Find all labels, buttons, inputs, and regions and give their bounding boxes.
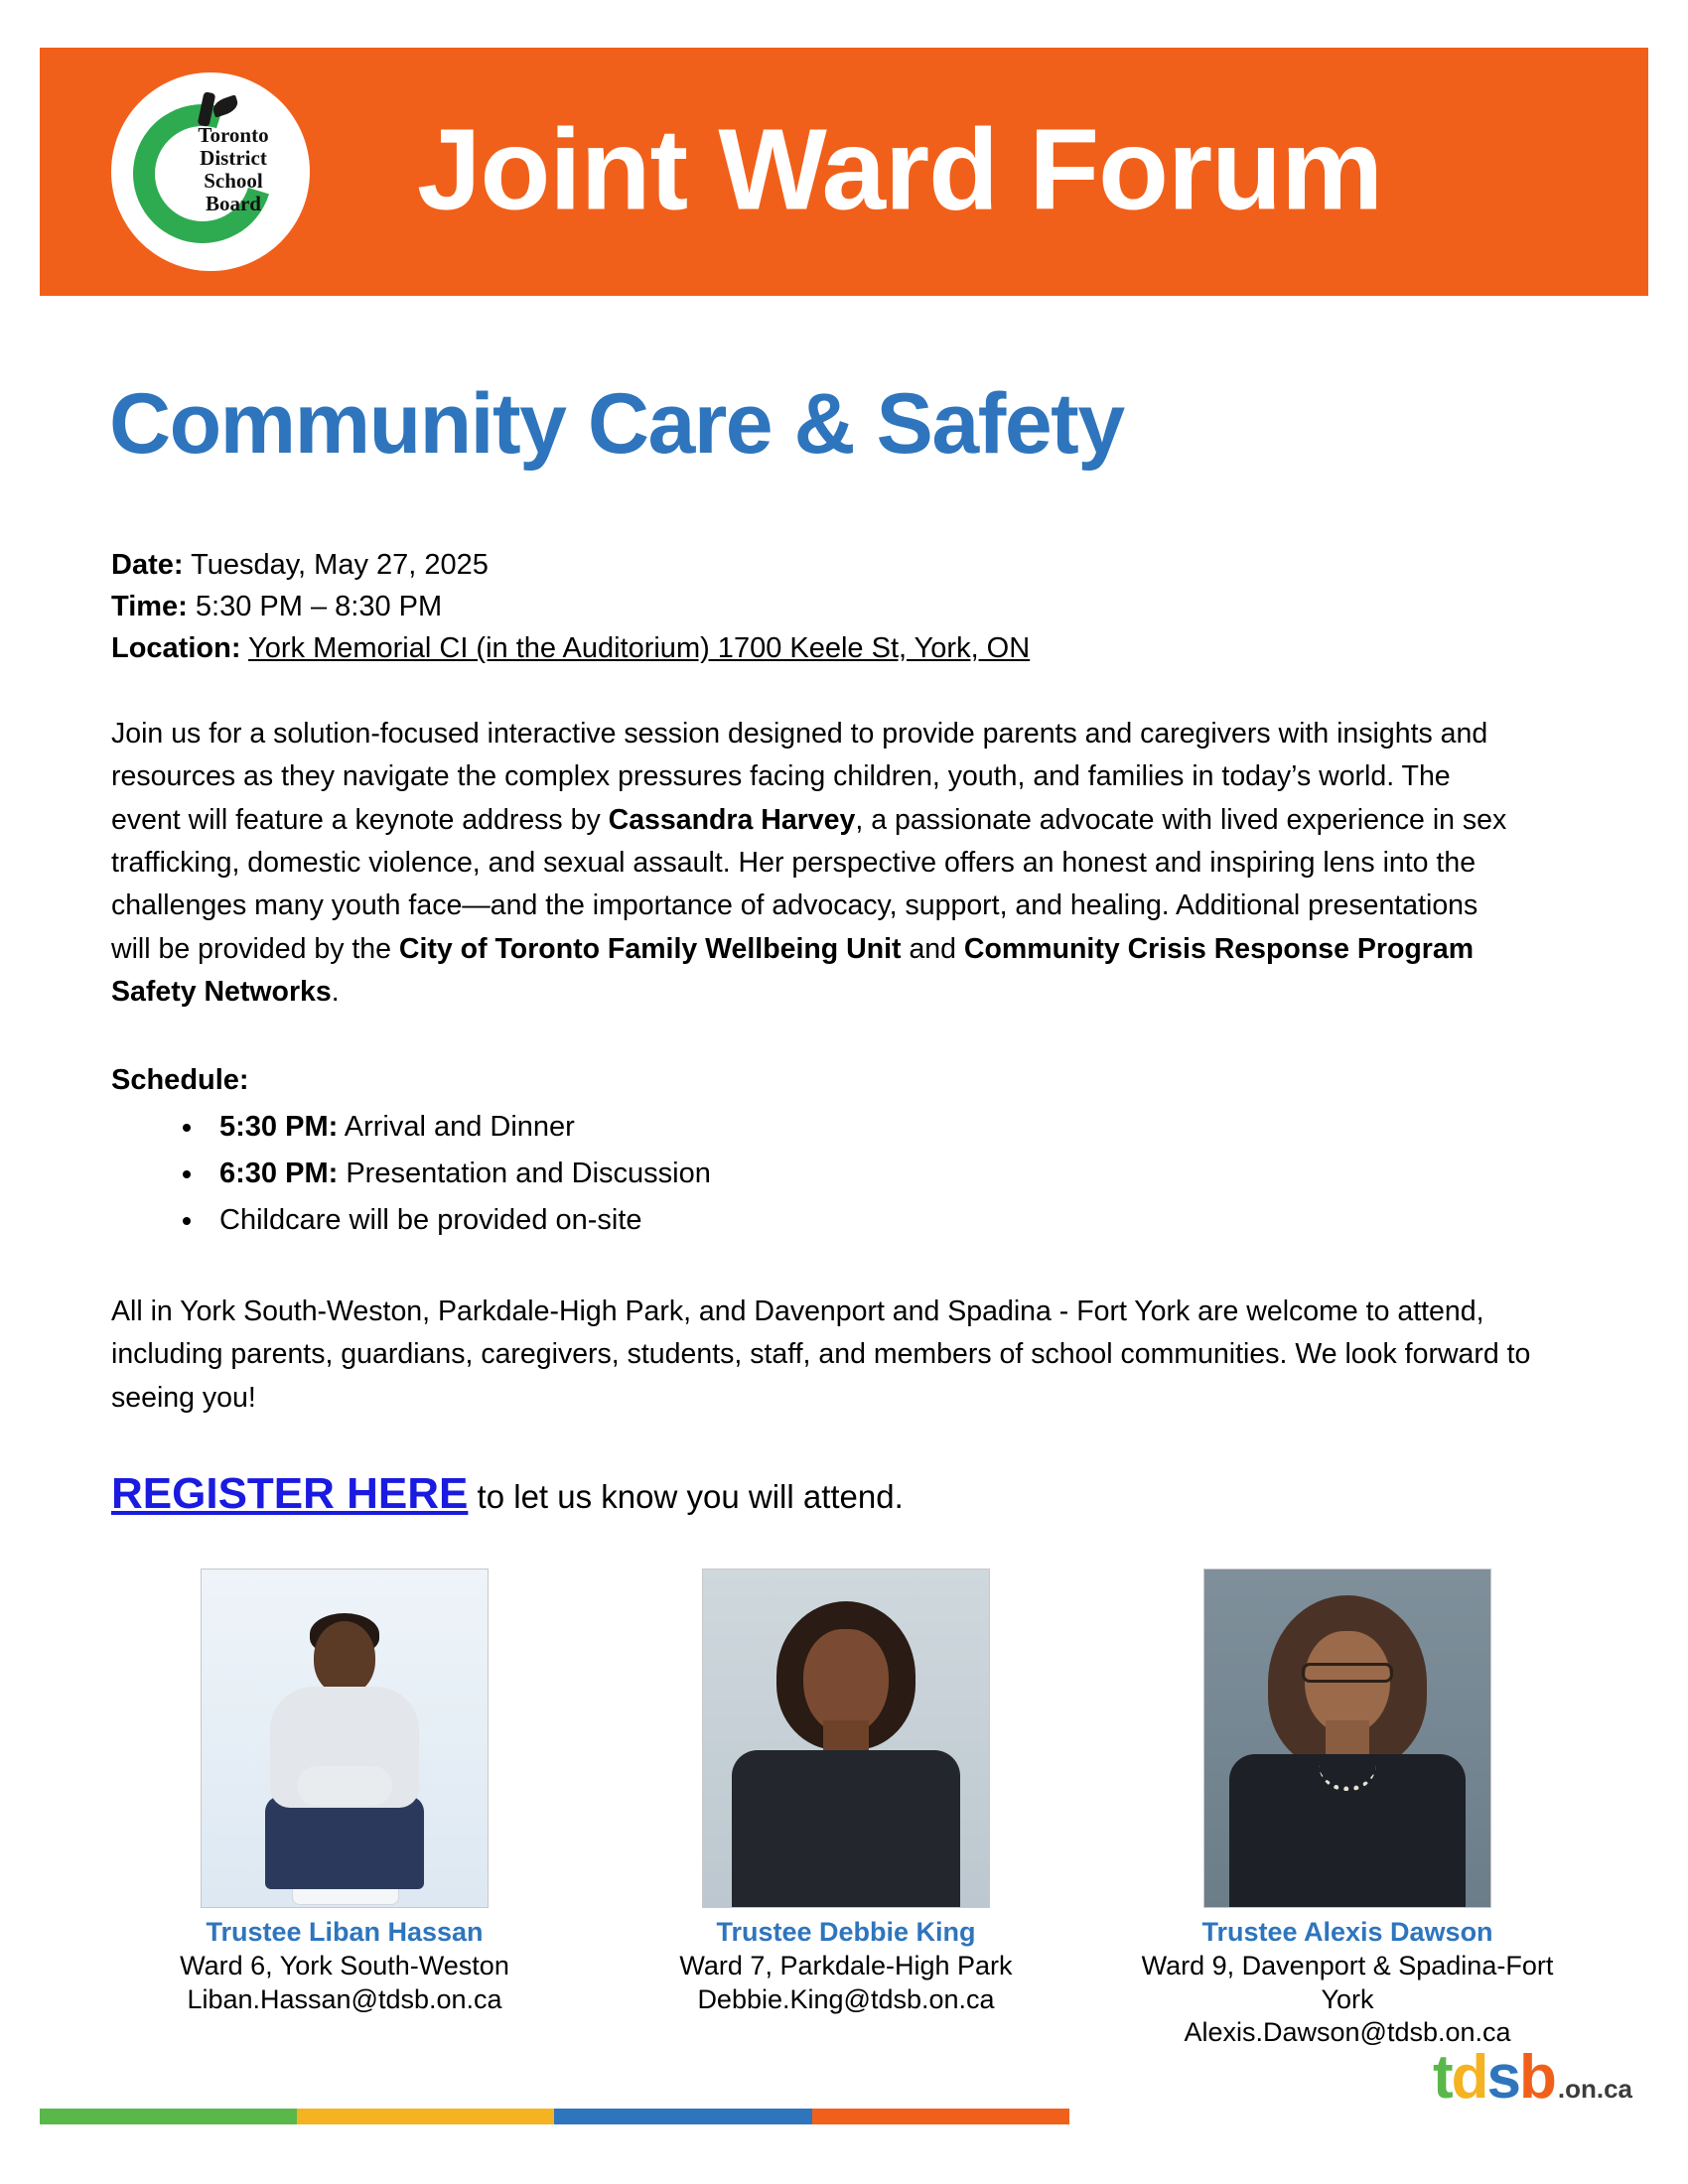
description-paragraph xyxy=(111,713,1521,1014)
logo-graphic xyxy=(127,88,294,255)
trustee-ward: Ward 7, Parkdale-High Park xyxy=(679,1950,1013,1980)
time-value: 5:30 PM – 8:30 PM xyxy=(195,591,443,623)
schedule-item xyxy=(206,1104,711,1151)
trustee-ward: Ward 6, York South-Weston xyxy=(180,1950,509,1980)
logo-letter-b: b xyxy=(1518,2043,1555,2112)
trustee-photo xyxy=(702,1569,990,1908)
schedule-item-text: Childcare will be provided on-site xyxy=(219,1203,642,1236)
trustee-name: Trustee Debbie King xyxy=(716,1917,976,1947)
trustee-email[interactable]: Alexis.Dawson@tdsb.on.ca xyxy=(1184,2017,1511,2048)
photo-face-shape xyxy=(803,1629,889,1734)
trustee-card xyxy=(111,1569,578,2016)
logo-line-2: District xyxy=(200,146,267,171)
detail-date xyxy=(111,544,1571,586)
tdsb-apple-logo xyxy=(111,72,310,271)
schedule-item-text: Arrival and Dinner xyxy=(338,1111,575,1143)
trustee-photo xyxy=(201,1569,489,1908)
photo-glasses-shape xyxy=(1302,1663,1393,1683)
register-line xyxy=(111,1469,904,1519)
banner-title: Joint Ward Forum xyxy=(417,104,1383,234)
footer-segment-blue xyxy=(554,2109,811,2124)
detail-location xyxy=(111,627,1571,669)
logo-letter-s: s xyxy=(1486,2043,1519,2112)
date-value: Tuesday, May 27, 2025 xyxy=(191,549,489,581)
partner-organization-2: Community Crisis Response Program Safety Networks xyxy=(111,932,1475,1008)
photo-arm-shape xyxy=(297,1766,392,1806)
photo-head-shape xyxy=(314,1621,375,1695)
trustee-name: Trustee Alexis Dawson xyxy=(1201,1917,1493,1947)
trustee-email[interactable]: Debbie.King@tdsb.on.ca xyxy=(697,1983,995,2014)
logo-line-1: Toronto xyxy=(198,123,269,147)
schedule-item-text: Presentation and Discussion xyxy=(338,1157,711,1189)
trustee-name: Trustee Liban Hassan xyxy=(206,1917,484,1947)
invitation-paragraph: All in York South-Weston, Parkdale-High Park, and Davenport and Spadina - Fort York are welcome to attend, including parents, guardians, caregivers, students, staff, and members of school communities. We look forward to seeing you! xyxy=(111,1296,1531,1414)
logo-line-3: School xyxy=(204,169,263,194)
date-label: Date: xyxy=(111,549,184,581)
photo-legs-shape xyxy=(265,1796,424,1889)
register-tail-text: to let us know you will attend. xyxy=(468,1478,904,1515)
event-details xyxy=(111,544,1571,669)
detail-time xyxy=(111,586,1571,627)
logo-domain-text: .on.ca xyxy=(1557,2074,1632,2104)
footer-segment-yellow xyxy=(297,2109,554,2124)
schedule-list xyxy=(111,1104,711,1244)
schedule-item xyxy=(206,1151,711,1197)
logo-letter-d: d xyxy=(1451,2043,1487,2112)
description-part-2: , a passionate advocate with lived experience in sex trafficking, domestic violence, and sexual assault. Her perspective offers an honest and inspiring lens into the challenges many youth face—and the importance of advocacy, support, and healing. Additional presentations will be provided by the xyxy=(111,803,1507,965)
schedule-heading: Schedule: xyxy=(111,1064,249,1096)
description-part-3: and xyxy=(901,932,964,965)
description-part-4: . xyxy=(331,975,340,1008)
schedule-item xyxy=(206,1197,711,1244)
photo-face-shape xyxy=(1305,1631,1390,1734)
header-banner xyxy=(40,48,1648,296)
photo-jacket-shape xyxy=(732,1750,960,1908)
time-label: Time: xyxy=(111,591,188,623)
trustee-email[interactable]: Liban.Hassan@tdsb.on.ca xyxy=(187,1983,502,2014)
page-title: Community Care & Safety xyxy=(109,376,1124,472)
trustee-list xyxy=(111,1569,1581,2050)
keynote-speaker-name: Cassandra Harvey xyxy=(608,803,856,836)
description-part-1: Join us for a solution-focused interactive session designed to provide parents and caregivers with insights and resources as they navigate the complex pressures facing children, youth, and families in today’s world. The event will feature a keynote address by xyxy=(111,718,1488,836)
trustee-card xyxy=(1114,1569,1581,2050)
tdsb-footer-logo xyxy=(1433,2042,1632,2113)
location-label: Location: xyxy=(111,632,241,665)
logo-line-4: Board xyxy=(205,192,261,216)
footer-segment-orange xyxy=(812,2109,1069,2124)
footer-segment-green xyxy=(40,2109,297,2124)
trustee-ward: Ward 9, Davenport & Spadina-Fort York xyxy=(1141,1950,1554,2014)
logo-letter-t: t xyxy=(1432,2043,1452,2112)
schedule-item-time: 5:30 PM: xyxy=(219,1111,339,1143)
footer-color-bar xyxy=(40,2109,1648,2124)
location-value: York Memorial CI (in the Auditorium) 1700 Keele St, York, ON xyxy=(248,632,1031,665)
register-here-link[interactable]: REGISTER HERE xyxy=(111,1469,469,1518)
trustee-card xyxy=(613,1569,1079,2016)
trustee-photo xyxy=(1203,1569,1491,1908)
partner-organization-1: City of Toronto Family Wellbeing Unit xyxy=(398,932,902,965)
schedule-item-time: 6:30 PM: xyxy=(219,1157,339,1189)
logo-wordmark xyxy=(181,124,286,215)
